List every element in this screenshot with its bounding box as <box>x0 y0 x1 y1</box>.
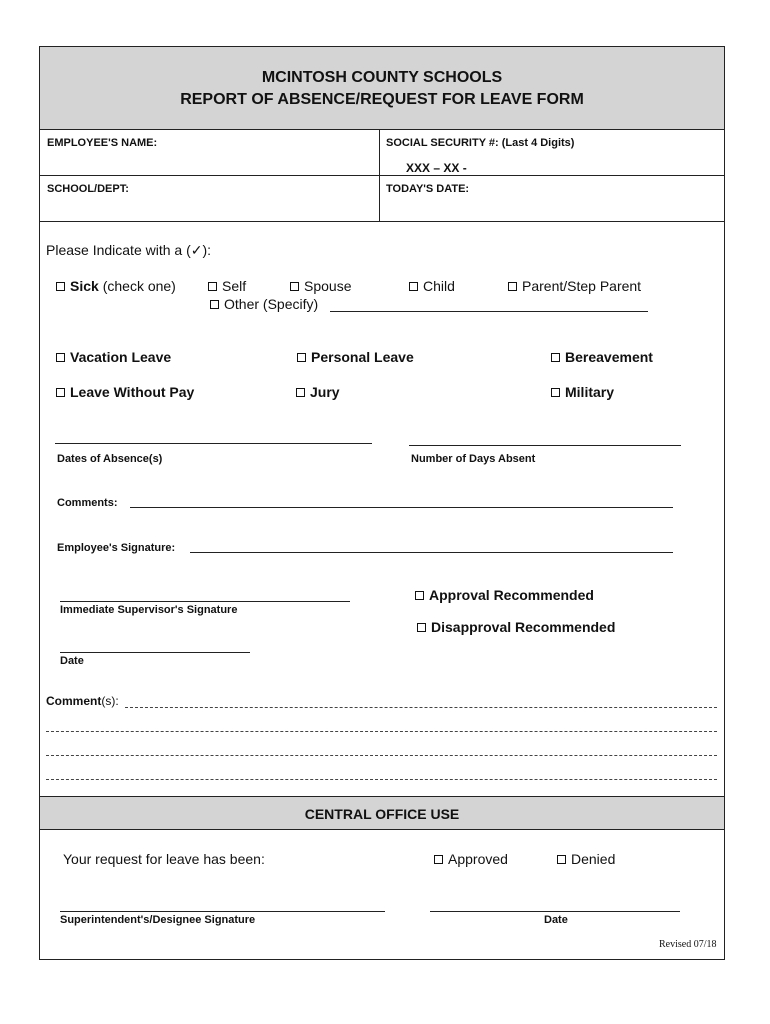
number-of-days-line[interactable] <box>409 445 681 446</box>
superintendent-signature-label: Superintendent's/Designee Signature <box>60 914 256 926</box>
grid-divider-bottom <box>40 221 724 222</box>
denied-label: Denied <box>571 851 616 867</box>
other-option[interactable] <box>210 296 318 312</box>
form-header <box>40 47 724 130</box>
disapproval-recommended-option[interactable] <box>417 619 615 635</box>
bereavement-checkbox[interactable] <box>551 353 560 362</box>
dates-of-absence-line[interactable] <box>55 443 372 444</box>
sick-label: Sick <box>70 278 99 294</box>
grid-divider-vertical <box>379 129 380 222</box>
supervisor-comments-label-bold: Comment <box>46 694 102 708</box>
supervisor-signature-label: Immediate Supervisor's Signature <box>60 604 238 616</box>
jury-checkbox[interactable] <box>296 388 305 397</box>
spouse-label: Spouse <box>304 278 352 294</box>
jury-label: Jury <box>310 384 340 400</box>
approval-recommended-option[interactable] <box>415 587 594 603</box>
dates-of-absence-label: Dates of Absence(s) <box>57 453 163 465</box>
vacation-leave-label: Vacation Leave <box>70 349 172 365</box>
vacation-leave-checkbox[interactable] <box>56 353 65 362</box>
supervisor-date-label: Date <box>60 655 84 667</box>
ssn-label: SOCIAL SECURITY #: (Last 4 Digits) <box>386 137 575 149</box>
todays-date-label: TODAY'S DATE: <box>386 183 470 195</box>
leave-without-pay-label: Leave Without Pay <box>70 384 195 400</box>
military-label: Military <box>565 384 615 400</box>
other-specify-line[interactable] <box>330 311 648 312</box>
supervisor-comments-line-2[interactable] <box>46 731 717 732</box>
supervisor-comments-label-rest: (s): <box>101 694 119 708</box>
spouse-checkbox[interactable] <box>290 282 299 291</box>
supervisor-comments-line-1[interactable] <box>125 707 717 708</box>
supervisor-comments-line-3[interactable] <box>46 755 717 756</box>
military-checkbox[interactable] <box>551 388 560 397</box>
vacation-leave-option[interactable] <box>56 349 171 365</box>
disapproval-recommended-label: Disapproval Recommended <box>431 619 616 635</box>
supervisor-signature-line[interactable] <box>60 601 350 602</box>
todays-date-field[interactable] <box>381 197 721 219</box>
school-dept-field[interactable] <box>40 197 378 219</box>
parent-option[interactable] <box>508 278 641 294</box>
employee-signature-label: Employee's Signature: <box>57 542 176 554</box>
supervisor-comments-label <box>46 694 119 708</box>
bereavement-option[interactable] <box>551 349 653 365</box>
personal-leave-option[interactable] <box>297 349 414 365</box>
child-label: Child <box>423 278 455 294</box>
supervisor-comments-line-4[interactable] <box>46 779 717 780</box>
personal-leave-label: Personal Leave <box>311 349 414 365</box>
school-dept-label: SCHOOL/DEPT: <box>47 183 129 195</box>
personal-leave-checkbox[interactable] <box>297 353 306 362</box>
header-title-line1: MCINTOSH COUNTY SCHOOLS <box>261 69 503 86</box>
approved-label: Approved <box>448 851 508 867</box>
leave-without-pay-checkbox[interactable] <box>56 388 65 397</box>
spouse-option[interactable] <box>290 278 351 294</box>
other-label: Other (Specify) <box>224 296 319 312</box>
child-option[interactable] <box>409 278 455 294</box>
superintendent-signature-line[interactable] <box>60 911 385 912</box>
approved-checkbox[interactable] <box>434 855 443 864</box>
parent-label: Parent/Step Parent <box>522 278 642 294</box>
indicate-prompt: Please Indicate with a (✓): <box>46 242 212 258</box>
sick-checkbox[interactable] <box>56 282 65 291</box>
disapproval-recommended-checkbox[interactable] <box>417 623 426 632</box>
revised-date: Revised 07/18 <box>659 939 717 950</box>
employee-signature-line[interactable] <box>190 552 673 553</box>
self-label: Self <box>222 278 247 294</box>
approved-option[interactable] <box>434 851 508 867</box>
self-checkbox[interactable] <box>208 282 217 291</box>
child-checkbox[interactable] <box>409 282 418 291</box>
approval-recommended-checkbox[interactable] <box>415 591 424 600</box>
comments-line[interactable] <box>130 507 673 508</box>
central-office-bar <box>40 796 724 830</box>
request-status-text: Your request for leave has been: <box>63 851 265 867</box>
header-title-line2: REPORT OF ABSENCE/REQUEST FOR LEAVE FORM <box>180 91 584 108</box>
central-date-line[interactable] <box>430 911 680 912</box>
employee-name-field[interactable] <box>40 151 378 173</box>
number-of-days-label: Number of Days Absent <box>411 453 536 465</box>
denied-option[interactable] <box>557 851 615 867</box>
central-office-heading: CENTRAL OFFICE USE <box>304 806 460 822</box>
bereavement-label: Bereavement <box>565 349 653 365</box>
sick-hint: (check one) <box>102 278 176 294</box>
self-option[interactable] <box>208 278 246 294</box>
grid-divider-horizontal <box>40 175 724 176</box>
approval-recommended-label: Approval Recommended <box>429 587 594 603</box>
leave-without-pay-option[interactable] <box>56 384 194 400</box>
comments-label: Comments: <box>57 497 118 509</box>
other-checkbox[interactable] <box>210 300 219 309</box>
jury-option[interactable] <box>296 384 340 400</box>
parent-checkbox[interactable] <box>508 282 517 291</box>
employee-name-label: EMPLOYEE'S NAME: <box>47 137 158 149</box>
sick-option[interactable] <box>56 278 176 294</box>
central-date-label: Date <box>544 914 568 926</box>
military-option[interactable] <box>551 384 614 400</box>
denied-checkbox[interactable] <box>557 855 566 864</box>
ssn-field[interactable]: XXX – XX - <box>406 161 467 175</box>
supervisor-date-line[interactable] <box>60 652 250 653</box>
